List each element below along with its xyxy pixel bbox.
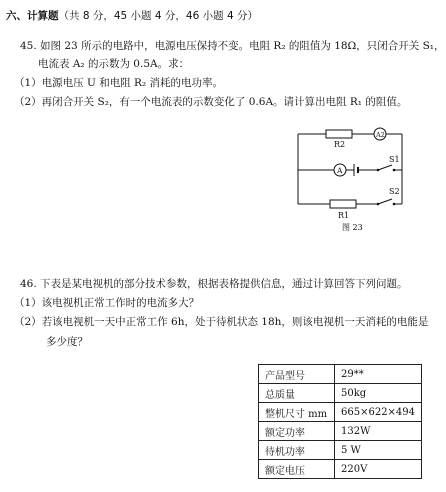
switch-s1	[378, 165, 392, 170]
q46-line1: 46. 下表是某电视机的部分技术参数，根据表格提供信息，通过计算回答下列问题。	[20, 278, 408, 290]
spec-value: 5 W	[335, 441, 422, 460]
figure-caption: 图 23	[342, 223, 363, 232]
spec-value: 50kg	[335, 384, 422, 403]
section-heading	[6, 8, 258, 23]
label-a2: A2	[376, 131, 385, 139]
q46-sub2-line1: （2）若该电视机一天中正常工作 6h，处于待机状态 18h，则该电视机一天消耗的电能是	[14, 316, 429, 328]
spec-value: 665×622×494	[335, 403, 422, 422]
switch-s2	[378, 199, 392, 204]
label-a: A	[337, 166, 343, 175]
label-s1: S1	[389, 155, 400, 164]
spec-table	[258, 364, 422, 479]
label-r1: R1	[338, 211, 350, 220]
spec-key: 整机尺寸 mm	[259, 403, 335, 422]
spec-key: 额定电压	[259, 460, 335, 479]
resistor-r1	[330, 200, 356, 208]
resistor-r2	[326, 130, 352, 138]
table-row	[259, 365, 422, 384]
spec-value: 132W	[335, 422, 422, 441]
spec-key: 总质量	[259, 384, 335, 403]
spec-key: 额定功率	[259, 422, 335, 441]
label-r2: R2	[334, 140, 346, 149]
circuit-diagram	[292, 124, 422, 236]
spec-key: 待机功率	[259, 441, 335, 460]
label-s2: S2	[389, 187, 400, 196]
spec-value: 220V	[335, 460, 422, 479]
table-row	[259, 403, 422, 422]
q45-sub1: （1）电源电压 U 和电阻 R₂ 消耗的电功率。	[14, 77, 223, 89]
q46-sub1: （1）该电视机正常工作时的电流多大？	[14, 297, 200, 309]
q45-line2: 电流表 A₂ 的示数为 0.5A。求：	[38, 58, 190, 70]
q45-line1: 45. 如图 23 所示的电路中，电源电压保持不变。电阻 R₂ 的阻值为 18Ω，只闭合开关 S₁，	[20, 40, 445, 52]
spec-value: 29**	[335, 365, 422, 384]
spec-key: 产品型号	[259, 365, 335, 384]
table-row	[259, 441, 422, 460]
q46-sub2-line2: 多少度？	[46, 336, 88, 348]
q45-sub2: （2）再闭合开关 S₂，有一个电流表的示数变化了 0.6A。请计算出电阻 R₁ 的阻值。	[14, 96, 408, 108]
section-note: （共 8 分，45 小题 4 分，46 小题 4 分）	[58, 10, 258, 22]
table-row	[259, 384, 422, 403]
table-row	[259, 460, 422, 479]
table-row	[259, 422, 422, 441]
section-title: 六、计算题	[6, 10, 59, 22]
